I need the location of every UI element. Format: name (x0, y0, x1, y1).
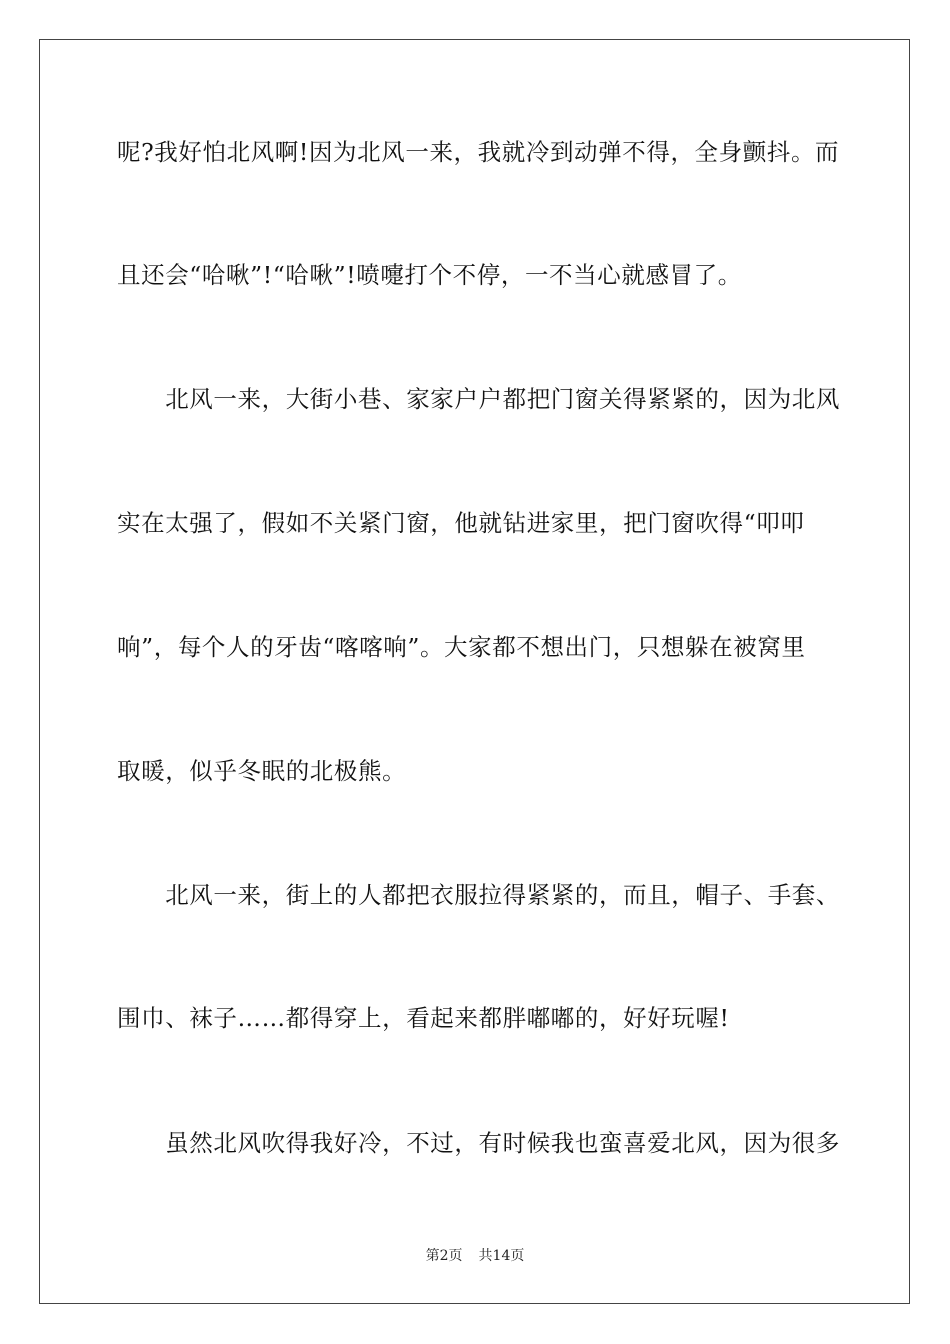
text-line: 取暖，似乎冬眠的北极熊。 (117, 757, 407, 785)
page-footer (0, 1247, 950, 1265)
text-line: 呢?我好怕北风啊!因为北风一来，我就冷到动弹不得，全身颤抖。而 (117, 138, 840, 166)
text-line: 虽然北风吹得我好冷，不过，有时候我也蛮喜爱北风，因为很多 (117, 1129, 840, 1157)
text-line: 北风一来，大街小巷、家家户户都把门窗关得紧紧的，因为北风 (117, 385, 840, 413)
text-line: 实在太强了，假如不关紧门窗，他就钻进家里，把门窗吹得“叩叩 (117, 509, 805, 537)
page-total: 共14页 (478, 1248, 525, 1264)
text-line: 北风一来，街上的人都把衣服拉得紧紧的，而且，帽子、手套、 (117, 881, 840, 909)
text-line: 响”，每个人的牙齿“喀喀响”。大家都不想出门，只想躲在被窝里 (117, 633, 806, 661)
text-line: 围巾、袜子……都得穿上，看起来都胖嘟嘟的，好好玩喔! (117, 1004, 730, 1032)
page-number: 第2页 (425, 1248, 463, 1264)
text-line: 且还会“哈啾”!“哈啾”!喷嚏打个不停，一不当心就感冒了。 (117, 261, 742, 289)
page-border (39, 39, 910, 1304)
